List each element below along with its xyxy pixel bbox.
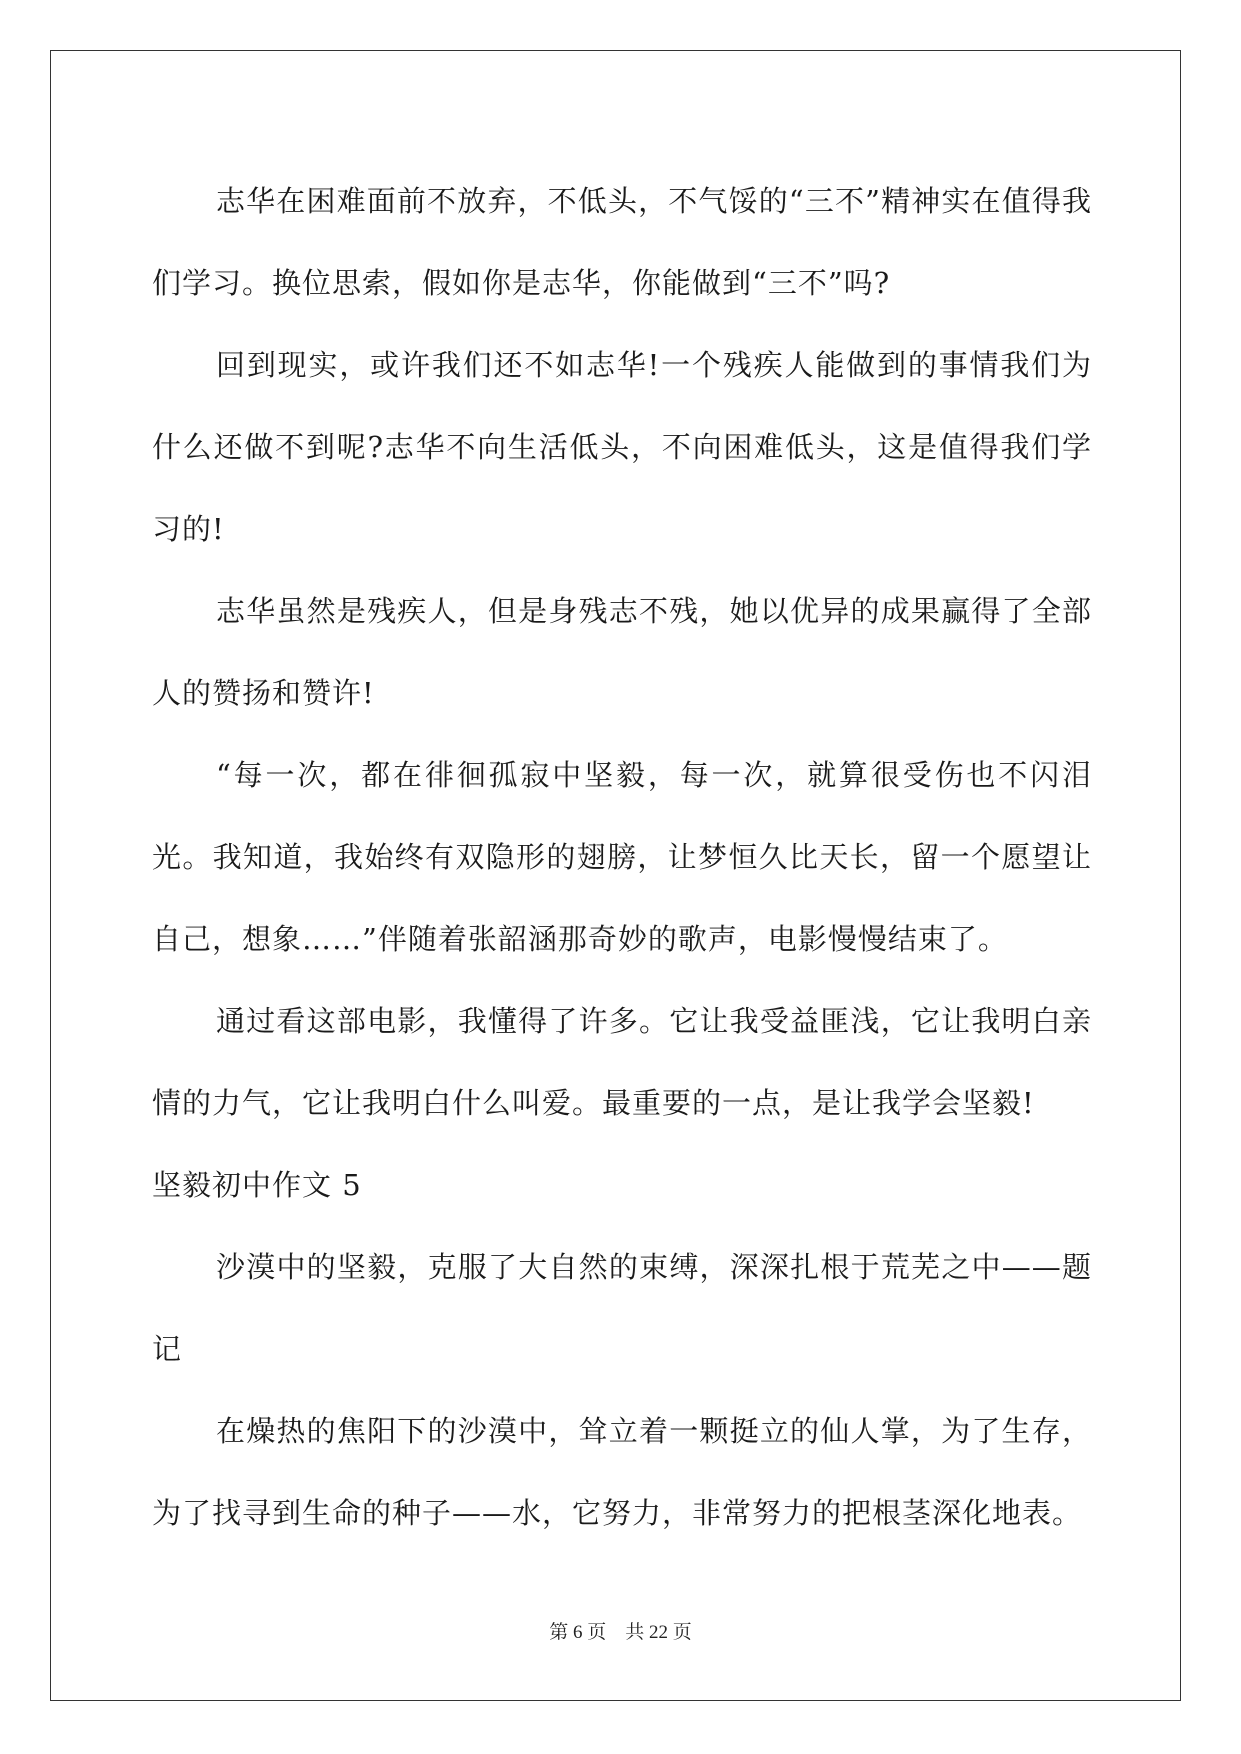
paragraph: 志华虽然是残疾人，但是身残志不残，她以优异的成果赢得了全部人的赞扬和赞许! xyxy=(152,594,1092,710)
page-footer xyxy=(0,1617,1241,1644)
document-body xyxy=(152,160,1092,1554)
paragraph: 沙漠中的坚毅，克服了大自然的束缚，深深扎根于荒芜之中——题记 xyxy=(152,1250,1092,1366)
paragraph: 在燥热的焦阳下的沙漠中，耸立着一颗挺立的仙人掌，为了生存，为了找寻到生命的种子——水，它努力，非常努力的把根茎深化地表。 xyxy=(152,1414,1092,1530)
section-heading: 坚毅初中作文 5 xyxy=(152,1168,362,1202)
page-number: 第 6 页 xyxy=(549,1622,607,1643)
paragraph: 回到现实，或许我们还不如志华!一个残疾人能做到的事情我们为什么还做不到呢?志华不向生活低头，不向困难低头，这是值得我们学习的! xyxy=(152,348,1092,546)
paragraph: “每一次，都在徘徊孤寂中坚毅，每一次，就算很受伤也不闪泪光。我知道，我始终有双隐形的翅膀，让梦恒久比天长，留一个愿望让自己，想象……”伴随着张韶涵那奇妙的歌声，电影慢慢结束了。 xyxy=(152,758,1092,956)
page-total: 共 22 页 xyxy=(625,1622,692,1643)
paragraph: 志华在困难面前不放弃，不低头，不气馁的“三不”精神实在值得我们学习。换位思索，假如你是志华，你能做到“三不”吗? xyxy=(152,184,1092,300)
paragraph: 通过看这部电影，我懂得了许多。它让我受益匪浅，它让我明白亲情的力气，它让我明白什么叫爱。最重要的一点，是让我学会坚毅! xyxy=(152,1004,1092,1120)
